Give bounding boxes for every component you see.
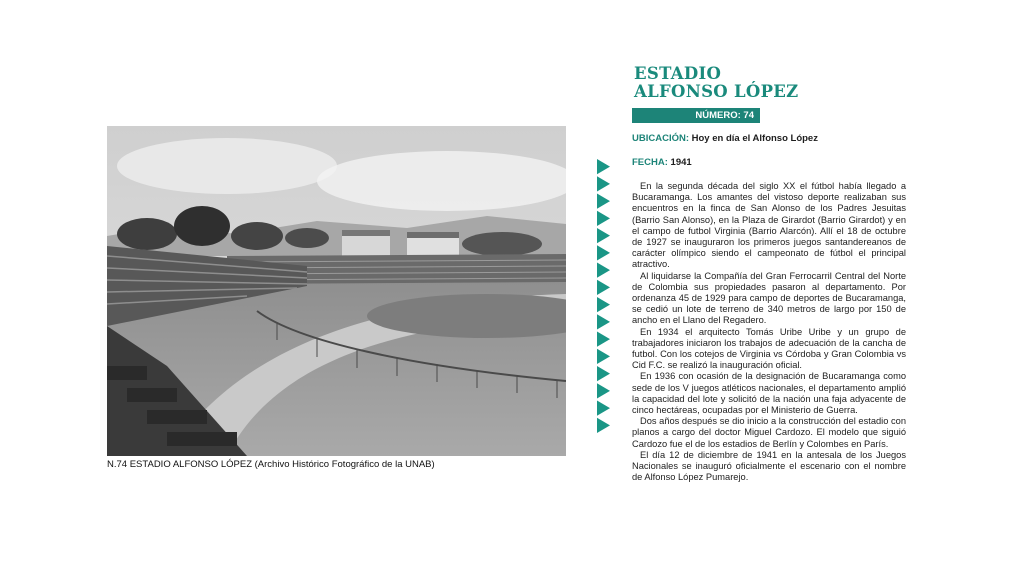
location-label: UBICACIÓN: [632, 133, 689, 144]
paragraph: En 1934 el arquitecto Tomás Uribe Uribe y un grupo de trabajadores iniciaron los trabajos de adecuación de la cancha de futbol. Con los cotejos de Virginia vs Córdoba y Gran Colombia vs Cid F.C. se realizó la inauguración oficial. [632, 326, 906, 371]
arrow-column-graphic [597, 158, 611, 434]
paragraph: En la segunda década del siglo XX el fútbol había llegado a Bucaramanga. Los amantes del vistoso deporte realizaban sus encuentros en la finca de San Alonso de los Padres Jesuitas (Barrio San Alonso), en la Plaza de Girardot (Barrio Girardot) y en el campo de futbol Virginia (Barrio Alarcón). Allí el 18 de octubre de 1927 se inauguraron los primeros juegos santandereanos de carácter olímpico siendo el campeonato de fútbol el principal atractivo. [632, 181, 906, 270]
article-body [632, 181, 906, 483]
triangle-right-icon [597, 401, 610, 416]
triangle-right-icon [597, 418, 610, 433]
triangle-right-icon [597, 263, 610, 278]
triangle-right-icon [597, 297, 610, 312]
paragraph: En 1936 con ocasión de la designación de Bucaramanga como sede de los V juegos atléticos nacionales, el departamento amplió la capacidad del lote y solicitó de la nación una faja adyacente de cinco hectáreas, ocupadas por el Ministerio de Guerra. [632, 371, 906, 416]
title-line-2: ALFONSO LÓPEZ [634, 82, 799, 101]
triangle-right-icon [597, 159, 610, 174]
triangle-right-icon [597, 176, 610, 191]
triangle-right-icon [597, 245, 610, 260]
paragraph: Al liquidarse la Compañía del Gran Ferrocarril Central del Norte de Colombia sus propiedades pasaron al departamento. Por ordenanza 45 de 1929 para campo de deportes de Bucaramanga, se cedió un lote de terreno de 340 metros de largo por 150 de ancho en el Llano del Regadero. [632, 270, 906, 326]
triangle-right-icon [597, 194, 610, 209]
triangle-right-icon [597, 280, 610, 295]
arrow-column [597, 158, 611, 434]
triangle-right-icon [597, 383, 610, 398]
triangle-right-icon [597, 211, 610, 226]
triangle-right-icon [597, 228, 610, 243]
location-value: Hoy en día el Alfonso López [691, 133, 818, 144]
date-value: 1941 [670, 157, 692, 168]
triangle-right-icon [597, 332, 610, 347]
paragraph: Dos años después se dio inicio a la construcción del estadio con planos a cargo del doctor Miguel Cardozo. El modelo que siguió Cardozo fue el de los estadios de Berlín y Colombes en París. [632, 416, 906, 449]
triangle-right-icon [597, 314, 610, 329]
stadium-photo-image [107, 126, 566, 456]
paragraph: El día 12 de diciembre de 1941 en la antesala de los Juegos Nacionales se inauguró oficialmente el escenario con el nombre de Alfonso López Pumarejo. [632, 449, 906, 483]
number-badge: NÚMERO: 74 [632, 108, 760, 123]
photo-caption: N.74 ESTADIO ALFONSO LÓPEZ (Archivo Histórico Fotográfico de la UNAB) [107, 459, 435, 470]
stadium-photo [107, 126, 566, 456]
date-label: FECHA: [632, 157, 668, 168]
title-line-1: ESTADIO [634, 64, 722, 83]
date-line [632, 157, 692, 169]
location-line [632, 133, 818, 145]
triangle-right-icon [597, 366, 610, 381]
page-title [634, 65, 894, 101]
triangle-right-icon [597, 349, 610, 364]
